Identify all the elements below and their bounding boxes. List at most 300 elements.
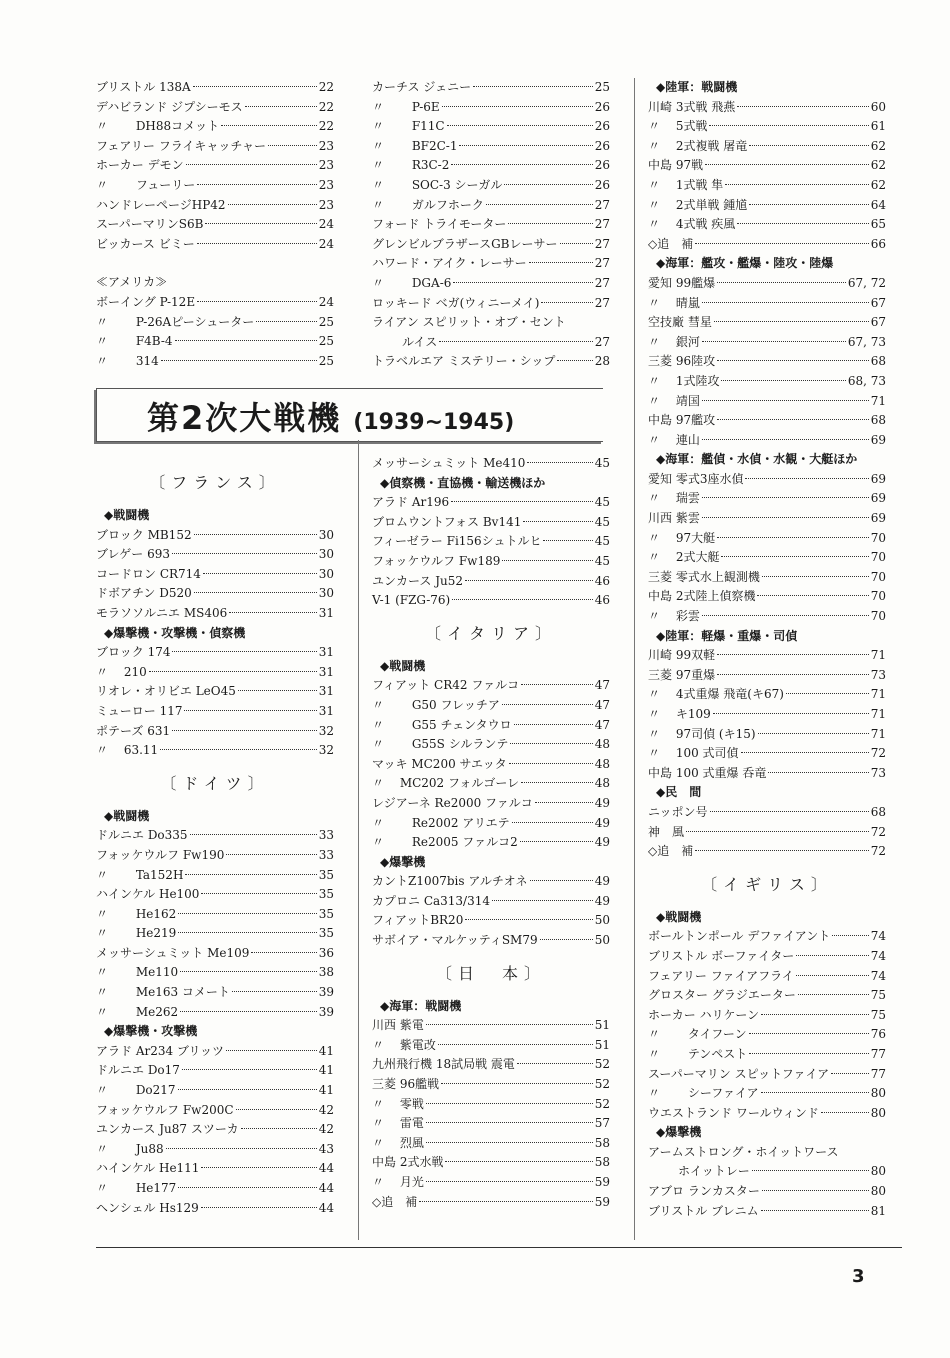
entry-page: 67 bbox=[870, 295, 886, 310]
entry-page: 73 bbox=[870, 765, 886, 780]
entry-page: 38 bbox=[318, 965, 334, 980]
entry-page: 77 bbox=[870, 1066, 886, 1081]
index-entry bbox=[648, 1162, 886, 1182]
index-entry bbox=[648, 705, 886, 725]
entry-name: 〃 DH88コメット bbox=[96, 119, 220, 134]
entry-name: 〃 零戦 bbox=[372, 1096, 424, 1111]
entry-name: リオレ・オリビエ LeO45 bbox=[96, 684, 236, 699]
dot-leader bbox=[451, 501, 593, 502]
index-column-2 bbox=[372, 454, 610, 1212]
index-entry bbox=[96, 866, 334, 886]
index-entry bbox=[372, 552, 610, 572]
index-entry bbox=[648, 1006, 886, 1026]
dot-leader bbox=[492, 900, 593, 901]
category-heading: ◆民 間 bbox=[656, 785, 702, 800]
index-entry bbox=[96, 846, 334, 866]
entry-name: ライアン スピリット・オブ・セント bbox=[372, 315, 566, 330]
category-heading: ◆戦闘機 bbox=[656, 909, 702, 924]
entry-page: 52 bbox=[594, 1077, 610, 1092]
entry-page: 62 bbox=[870, 138, 886, 153]
entry-page: 60 bbox=[870, 99, 886, 114]
entry-name: 〃 キ109 bbox=[648, 707, 711, 721]
index-entry bbox=[648, 489, 886, 509]
index-entry bbox=[372, 117, 610, 137]
entry-page: 39 bbox=[318, 985, 334, 1000]
entry-name: フィアット CR42 ファルコ bbox=[372, 678, 520, 693]
index-entry bbox=[372, 513, 610, 533]
entry-page: 67, 73 bbox=[847, 334, 886, 349]
index-entry bbox=[372, 676, 610, 696]
dot-leader bbox=[717, 282, 846, 283]
entry-name: 〃 F4B-4 bbox=[96, 334, 173, 349]
entry-name: グレンビルブラザースGBレーサー bbox=[372, 236, 558, 251]
entry-page: 27 bbox=[594, 275, 610, 290]
entry-name: スーパーマリン スピットファイア bbox=[648, 1066, 830, 1081]
entry-name: 〃 5式戦 bbox=[648, 119, 708, 134]
index-entry bbox=[648, 196, 886, 216]
entry-page: 32 bbox=[318, 743, 334, 758]
index-entry bbox=[372, 572, 610, 592]
entry-page: 80 bbox=[870, 1184, 886, 1199]
entry-page: 43 bbox=[318, 1141, 334, 1156]
section-title-text: 第2次大戦機 bbox=[147, 399, 342, 437]
index-entry bbox=[96, 565, 334, 585]
category-heading: ◆戦闘機 bbox=[380, 658, 426, 673]
dot-leader bbox=[725, 184, 868, 185]
entry-page: 30 bbox=[318, 547, 334, 562]
entry-page: 45 bbox=[594, 495, 610, 510]
entry-name: ◇追 補 bbox=[648, 844, 694, 859]
index-entry bbox=[96, 156, 334, 176]
index-entry bbox=[372, 931, 610, 951]
index-entry bbox=[372, 794, 610, 814]
entry-page: 80 bbox=[870, 1164, 886, 1179]
entry-page: 35 bbox=[318, 906, 334, 921]
entry-page: 74 bbox=[870, 968, 886, 983]
category-heading: ◆戦闘機 bbox=[104, 508, 150, 522]
dot-leader bbox=[714, 321, 869, 322]
dot-leader bbox=[512, 822, 593, 823]
entry-page: 33 bbox=[318, 847, 334, 862]
index-entry bbox=[648, 372, 886, 392]
entry-name: 中島 2式陸上偵察機 bbox=[648, 589, 756, 604]
index-entry bbox=[648, 1084, 886, 1104]
dot-leader bbox=[241, 1128, 317, 1129]
index-entry bbox=[648, 646, 886, 666]
index-entry bbox=[96, 643, 334, 663]
dot-leader bbox=[695, 243, 868, 244]
entry-name: 三菱 97重爆 bbox=[648, 667, 716, 682]
entry-page: 44 bbox=[318, 1181, 334, 1195]
entry-page: 30 bbox=[318, 566, 334, 581]
index-entry bbox=[372, 1055, 610, 1075]
entry-name: ブロック 174 bbox=[96, 645, 171, 660]
dot-leader bbox=[832, 935, 868, 936]
dot-leader bbox=[796, 975, 869, 976]
dot-leader bbox=[686, 831, 869, 832]
index-entry bbox=[648, 215, 886, 235]
entry-page: 58 bbox=[594, 1155, 610, 1170]
index-entry bbox=[648, 823, 886, 843]
entry-page: 36 bbox=[318, 945, 334, 960]
dot-leader bbox=[504, 184, 592, 185]
entry-page: 45 bbox=[594, 456, 610, 470]
entry-name: 〃 4式重爆 飛竜(キ67) bbox=[648, 687, 784, 702]
entry-name: ドルニエ Do335 bbox=[96, 828, 188, 843]
dot-leader bbox=[768, 772, 868, 773]
entry-page: 70 bbox=[870, 550, 886, 565]
entry-name: 〃 2式単戦 鍾馗 bbox=[648, 197, 748, 212]
dot-leader bbox=[473, 86, 593, 87]
entry-name: 〃 1式陸攻 bbox=[648, 373, 720, 388]
entry-name: 〃 Me262 bbox=[96, 1004, 179, 1019]
entry-page: 49 bbox=[594, 893, 610, 908]
index-entry bbox=[372, 1134, 610, 1154]
entry-page: 32 bbox=[318, 723, 334, 738]
entry-name: フォード トライモーター bbox=[372, 217, 507, 232]
country-heading: 〔ドイツ〕 bbox=[160, 773, 270, 793]
dot-leader bbox=[186, 164, 317, 165]
category-heading: ◆偵察機・直協機・輸送機ほか bbox=[380, 475, 546, 490]
dot-leader bbox=[178, 1089, 317, 1090]
dot-leader bbox=[221, 125, 317, 126]
index-entry bbox=[372, 78, 610, 98]
entry-page: 27 bbox=[594, 236, 610, 251]
entry-page: 77 bbox=[870, 1046, 886, 1061]
entry-page: 70 bbox=[870, 569, 886, 584]
dot-leader bbox=[205, 223, 316, 224]
entry-name: ルイス bbox=[402, 334, 438, 349]
entry-page: 27 bbox=[594, 334, 610, 349]
index-entry bbox=[648, 607, 886, 627]
index-entry bbox=[648, 313, 886, 333]
index-entry bbox=[648, 764, 886, 784]
entry-name: 中島 97戦 bbox=[648, 158, 704, 173]
entry-page: 23 bbox=[318, 138, 334, 153]
index-entry bbox=[372, 1075, 610, 1095]
dot-leader bbox=[749, 204, 868, 205]
index-entry bbox=[648, 509, 886, 529]
dot-leader bbox=[761, 1014, 869, 1015]
entry-page: 26 bbox=[594, 138, 610, 153]
entry-name: 〃 He162 bbox=[96, 906, 177, 921]
dot-leader bbox=[745, 478, 868, 479]
dot-leader bbox=[194, 592, 317, 593]
entry-page: 68 bbox=[870, 804, 886, 819]
dot-leader bbox=[197, 301, 317, 302]
index-entry bbox=[96, 137, 334, 157]
entry-page: 80 bbox=[870, 1086, 886, 1101]
index-entry bbox=[648, 842, 886, 862]
entry-name: トラベルエア ミステリー・シップ bbox=[372, 354, 556, 369]
entry-page: 25 bbox=[318, 314, 334, 329]
dot-leader bbox=[203, 573, 317, 574]
dot-leader bbox=[752, 1170, 869, 1171]
dot-leader bbox=[502, 704, 593, 705]
entry-page: 62 bbox=[870, 158, 886, 173]
index-entry bbox=[372, 755, 610, 775]
dot-leader bbox=[702, 615, 869, 616]
index-entry bbox=[96, 1179, 334, 1199]
page-number: 3 bbox=[852, 1266, 865, 1287]
entry-page: 33 bbox=[318, 828, 334, 843]
index-entry bbox=[648, 98, 886, 118]
entry-page: 46 bbox=[594, 573, 610, 588]
entry-page: 23 bbox=[318, 158, 334, 173]
section-title bbox=[147, 393, 514, 439]
index-entry bbox=[648, 137, 886, 157]
entry-name: ハンドレーページHP42 bbox=[96, 197, 226, 212]
entry-name: フィーゼラー Fi156シュトルヒ bbox=[372, 534, 542, 549]
dot-leader bbox=[232, 991, 317, 992]
entry-page: 27 bbox=[594, 295, 610, 310]
entry-name: 川西 紫電 bbox=[372, 1018, 424, 1033]
entry-name: ドボアチン D520 bbox=[96, 586, 192, 601]
entry-name: 〃 月光 bbox=[372, 1175, 424, 1189]
entry-page: 67, 72 bbox=[847, 275, 886, 290]
entry-page: 26 bbox=[594, 99, 610, 114]
dot-leader bbox=[721, 380, 845, 381]
dot-leader bbox=[702, 400, 869, 401]
entry-name: 〃 SOC-3 シーガル bbox=[372, 177, 503, 192]
dot-leader bbox=[741, 752, 869, 753]
index-entry bbox=[648, 235, 886, 255]
dot-leader bbox=[268, 145, 317, 146]
dot-leader bbox=[737, 106, 868, 107]
entry-page: 70 bbox=[870, 589, 886, 604]
dot-leader bbox=[821, 1112, 869, 1113]
dot-leader bbox=[717, 360, 869, 361]
dot-leader bbox=[540, 939, 593, 940]
index-entry bbox=[96, 741, 334, 761]
entry-page: 39 bbox=[318, 1004, 334, 1019]
index-entry bbox=[96, 584, 334, 604]
dot-leader bbox=[465, 919, 592, 920]
dot-leader bbox=[761, 1092, 869, 1093]
index-entry bbox=[648, 1065, 886, 1085]
index-entry bbox=[372, 196, 610, 216]
index-entry bbox=[96, 722, 334, 742]
entry-page: 26 bbox=[594, 119, 610, 134]
entry-name: 〃 瑞雲 bbox=[648, 491, 700, 506]
dot-leader bbox=[452, 599, 592, 600]
dot-leader bbox=[717, 654, 869, 655]
entry-page: 74 bbox=[870, 929, 886, 944]
entry-page: 62 bbox=[870, 177, 886, 192]
entry-name: フェアリー ファイアフライ bbox=[648, 968, 794, 983]
index-entry bbox=[372, 215, 610, 235]
entry-name: 〃 4式戦 疾風 bbox=[648, 217, 736, 232]
index-entry bbox=[372, 1153, 610, 1173]
entry-page: 41 bbox=[318, 1063, 334, 1078]
entry-page: 64 bbox=[870, 197, 886, 212]
entry-page: 24 bbox=[318, 236, 334, 251]
entry-name: 空技廠 彗星 bbox=[648, 315, 712, 330]
entry-name: サボイア・マルケッティSM79 bbox=[372, 933, 538, 948]
entry-name: 〃 Re2005 ファルコ2 bbox=[372, 835, 518, 850]
index-entry bbox=[648, 986, 886, 1006]
entry-page: 31 bbox=[318, 684, 334, 699]
index-entry bbox=[96, 78, 334, 98]
index-entry bbox=[96, 944, 334, 964]
index-entry bbox=[648, 1104, 886, 1124]
index-entry bbox=[648, 1045, 886, 1065]
entry-page: 44 bbox=[318, 1200, 334, 1215]
entry-name: 川西 紫雲 bbox=[648, 511, 700, 526]
entry-name: 〃 タイフーン bbox=[648, 1027, 747, 1042]
entry-page: 48 bbox=[594, 776, 610, 791]
entry-name: 九州飛行機 18試局戦 震電 bbox=[372, 1057, 515, 1072]
entry-name: 〃 MC202 フォルゴーレ bbox=[372, 776, 520, 791]
entry-page: 59 bbox=[594, 1175, 610, 1189]
entry-page: 71 bbox=[870, 687, 886, 702]
entry-page: 42 bbox=[318, 1122, 334, 1137]
entry-name: 〃 G55 チェンタウロ bbox=[372, 717, 512, 732]
index-entry bbox=[372, 532, 610, 552]
entry-page: 69 bbox=[870, 471, 886, 486]
index-entry bbox=[372, 294, 610, 314]
dot-leader bbox=[197, 184, 317, 185]
entry-name: 〃 靖国 bbox=[648, 393, 700, 408]
entry-name: 〃 晴嵐 bbox=[648, 295, 700, 310]
entry-name: 神 風 bbox=[648, 824, 685, 839]
entry-page: 27 bbox=[594, 197, 610, 212]
index-entry bbox=[648, 333, 886, 353]
index-column-3 bbox=[648, 78, 886, 1221]
entry-name: メッサーシュミット Me410 bbox=[372, 456, 526, 470]
index-entry bbox=[372, 911, 610, 931]
dot-leader bbox=[178, 913, 316, 914]
dot-leader bbox=[256, 321, 316, 322]
entry-name: ヘンシェル Hs129 bbox=[96, 1200, 199, 1215]
dot-leader bbox=[517, 1063, 593, 1064]
entry-name: アブロ ランカスター bbox=[648, 1184, 760, 1199]
entry-name: 中島 97艦攻 bbox=[648, 413, 716, 428]
entry-page: 61 bbox=[870, 119, 886, 134]
index-entry bbox=[96, 924, 334, 944]
dot-leader bbox=[521, 684, 593, 685]
section-title-box bbox=[96, 388, 603, 442]
entry-name: V-1 (FZG-76) bbox=[372, 593, 451, 608]
index-entry bbox=[96, 273, 334, 293]
entry-page: 72 bbox=[870, 844, 886, 859]
index-entry bbox=[372, 254, 610, 274]
index-entry bbox=[372, 156, 610, 176]
entry-name: 〃 314 bbox=[96, 353, 159, 368]
column-divider bbox=[358, 440, 359, 1240]
index-entry bbox=[96, 196, 334, 216]
dot-leader bbox=[541, 302, 592, 303]
entry-name: ≪アメリカ≫ bbox=[96, 275, 168, 290]
dot-leader bbox=[172, 651, 316, 652]
entry-name: 〃 Ju88 bbox=[96, 1141, 164, 1156]
dot-leader bbox=[451, 164, 592, 165]
index-entry bbox=[372, 493, 610, 513]
index-entry bbox=[96, 885, 334, 905]
entry-page: 76 bbox=[870, 1027, 886, 1042]
entry-name: 三菱 零式水上観測機 bbox=[648, 569, 760, 584]
entry-page: 24 bbox=[318, 294, 334, 309]
entry-name: 〃 Ta152H bbox=[96, 867, 184, 882]
dot-leader bbox=[705, 164, 869, 165]
dot-leader bbox=[228, 204, 317, 205]
index-entry bbox=[648, 744, 886, 764]
dot-leader bbox=[442, 106, 593, 107]
index-entry bbox=[96, 983, 334, 1003]
dot-leader bbox=[426, 1142, 593, 1143]
entry-page: 45 bbox=[594, 553, 610, 568]
dot-leader bbox=[197, 243, 317, 244]
index-entry bbox=[648, 587, 886, 607]
entry-page: 46 bbox=[594, 593, 610, 608]
index-entry bbox=[372, 333, 610, 353]
dot-leader bbox=[438, 1044, 593, 1045]
entry-page: 23 bbox=[318, 177, 334, 192]
entry-page: 27 bbox=[594, 256, 610, 271]
entry-name: ユンカース Ju52 bbox=[372, 573, 464, 588]
index-entry bbox=[648, 294, 886, 314]
dot-leader bbox=[184, 710, 316, 711]
category-heading: ◆海軍：戦闘機 bbox=[380, 998, 462, 1013]
index-entry bbox=[648, 1202, 886, 1222]
index-entry bbox=[96, 235, 334, 255]
dot-leader bbox=[441, 1083, 593, 1084]
index-entry bbox=[372, 696, 610, 716]
dot-leader bbox=[161, 360, 317, 361]
entry-name: ハインケル He100 bbox=[96, 887, 200, 902]
index-entry bbox=[648, 470, 886, 490]
dot-leader bbox=[761, 1210, 869, 1211]
entry-name: ブリストル ボーファイター bbox=[648, 948, 795, 963]
dot-leader bbox=[445, 1161, 592, 1162]
entry-name: ミューロー 117 bbox=[96, 703, 183, 718]
dot-leader bbox=[201, 893, 316, 894]
entry-name: ブレゲー 693 bbox=[96, 547, 170, 562]
entry-name: 〃 Do217 bbox=[96, 1083, 176, 1098]
dot-leader bbox=[510, 743, 592, 744]
entry-name: コードロン CR714 bbox=[96, 566, 201, 581]
dot-leader bbox=[695, 850, 868, 851]
index-entry bbox=[96, 215, 334, 235]
dot-leader bbox=[465, 580, 593, 581]
dot-leader bbox=[757, 595, 868, 596]
entry-page: 49 bbox=[594, 835, 610, 850]
category-heading: ◆陸軍：軽爆・重爆・司偵 bbox=[656, 628, 798, 643]
entry-page: 51 bbox=[594, 1037, 610, 1052]
entry-page: 71 bbox=[870, 707, 886, 721]
entry-name: ハワード・アイク・レーサー bbox=[372, 256, 527, 271]
entry-name: カプロニ Ca313/314 bbox=[372, 893, 491, 908]
category-heading: ◆戦闘機 bbox=[104, 808, 150, 823]
entry-page: 59 bbox=[594, 1194, 610, 1209]
index-entry bbox=[648, 529, 886, 549]
entry-page: 31 bbox=[318, 664, 334, 679]
entry-page: 69 bbox=[870, 511, 886, 526]
entry-name: ブロムウントフォス Bv141 bbox=[372, 514, 522, 529]
entry-name: ポテーズ 631 bbox=[96, 723, 171, 738]
category-heading: ◆爆撃機・攻撃機 bbox=[104, 1024, 198, 1039]
entry-name: 〃 He219 bbox=[96, 926, 177, 941]
dot-leader bbox=[190, 834, 317, 835]
entry-page: 25 bbox=[594, 80, 610, 94]
country-heading: 〔フランス〕 bbox=[149, 473, 281, 492]
entry-name: アームストロング・ホイットワース bbox=[648, 1144, 839, 1159]
entry-name: カーチス ジェニー bbox=[372, 80, 472, 94]
entry-name: 〃 F11C bbox=[372, 119, 445, 134]
entry-page: 30 bbox=[318, 527, 334, 542]
entry-name: ホーカー デモン bbox=[96, 158, 184, 173]
entry-name: 中島 100 式重爆 呑竜 bbox=[648, 765, 767, 780]
